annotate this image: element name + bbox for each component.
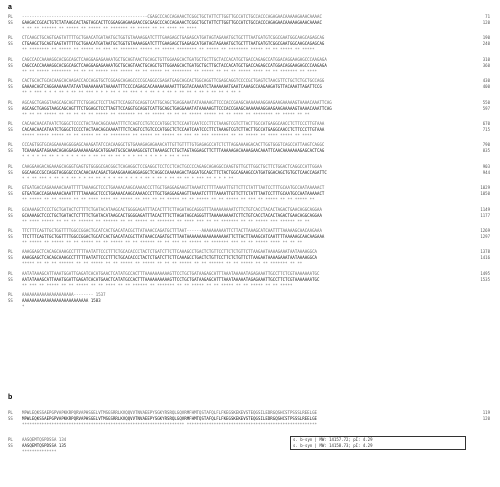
- row-label: PL: [8, 437, 13, 442]
- row-sequence: *: [22, 304, 25, 310]
- row-position-number: 119: [482, 410, 490, 415]
- row-sequence: AGCAGCTGAGGTAAGCAGCAGTTTCTGGAGCTCCTTAGTTCCAGGTGCAGGTCATTGCAGCTGAGGAAATATAAAAAGTTCCCACCGAAGCAAAAAAAGGAAGAAGAAAAAGTAAAACAAATTCAG: [22, 99, 332, 105]
- row-position-number: 1378: [480, 249, 490, 255]
- alignment-row: [8, 261, 492, 267]
- row-sequence: ** *** ** ***** ** ** ***** ** ** **** ** ** ****** ** ******* ** ** ***** ** ** ***** ** ** ***** ** ** *****: [22, 282, 293, 288]
- row-label: PL: [8, 78, 13, 84]
- row-label: PL: [8, 14, 13, 19]
- row-sequence: ** ** ***** ******** ** ** ** ***** *** ***** ** ** ***** ** ******** ** ***** ** ** ** ***** **** ** ** ******* ** ****: [22, 68, 317, 74]
- row-sequence: CACAACAACATAATCTGGGCTCCCCTACTAACAGCAAAATTTCTCAGTCCTGTCCCATGGCTCTCCAATCAATCCCTTCTAAAGTCGTCTTACTTGCCATGAGGCAACCTCTTCCCTTGTAAA: [22, 127, 325, 132]
- row-sequence: CCCAGTGGTGCAGGAAAAGGGGAGCAAAGATATCCACAAGGCTGTGAAAGAGAGAAACATTGTTGTTTTGTGAGAGCCATCTCTTAGGAAAAGACACTTGGTGGGTCAGCCATTAAGTCAGGC: [22, 142, 325, 148]
- row-position-number: 1029: [480, 185, 490, 191]
- row-sequence: MPWLEQKSSAEPGPVAPKKRPQRVAPHSGELVTMSGSRRLKVQQVVTNVAEEPYSGKYRSRQLGQVRMFHMTQSTAFQLFLFKEGSKEKEVSTEQGSILEDRGQSHCSTPSSSLREELGE: [22, 410, 317, 415]
- row-sequence: GTGATGACCAGAAAAACAAATTTTTAAAAGCTCCCTGAAAACAAGCAAAACCCTTGCTGAGGAGAAGTTAAAATCTTTTAAAATTGTTCTTCTATTTAATCCTTTGCAATGCCAATAAAAACT: [22, 185, 325, 191]
- row-label: PL: [8, 142, 13, 148]
- row-label: SS: [8, 105, 13, 111]
- row-position-number: 1535: [480, 276, 490, 282]
- row-label: PL: [8, 249, 13, 255]
- row-sequence: ***** ***** ***** ** ** ***** ** ** ******** ** ***** ** ***** ** *** ** *** ******* ** ** ***** ** **** ***** ** ****: [22, 133, 313, 138]
- row-position-number: 120: [482, 20, 490, 25]
- row-label: SS: [8, 84, 13, 90]
- row-position-number: 1177: [480, 212, 490, 218]
- alignment-row: [8, 197, 492, 203]
- row-sequence: CAGCCACCAAAAGGCACGGCAGCTCAAGGAGAGAAAATGCTGCAGTAACTGCAGCTGTTGGAAGCACTGATGCTGCTTGCTACCACATGCTGACCAGAGCCATGGACAGGAAGAGCCCAAGAGA: [22, 62, 327, 68]
- alignment-row: [8, 422, 492, 428]
- row-label: PL: [8, 228, 13, 233]
- row-position-number: 1050: [480, 191, 490, 197]
- row-sequence: AASQEMTQSPDSSA 134: [22, 437, 67, 442]
- row-sequence: AATATAAAGCATTAAATGGATTGAGATCACATGAACTCATATGCCACTTTAAAAAAAAAAGTTCCTGCTGATAAGAGCATTTAAATAAAAATAGAGAAATTGCCTTCTCGTAAAAAAATGC: [22, 276, 320, 282]
- row-sequence: ** **** ***** ** ** ** ****** ** ****** ** ** ***** ** ******* ** **** *** ** ** ******* ** ** ***** *** ****** ** **: [22, 218, 310, 224]
- row-label: SS: [8, 443, 13, 448]
- row-sequence: AASQEMTQSPDSSA 135: [22, 443, 67, 448]
- row-sequence: CACTGCACTGCACAAGCACAAGACCACCAGGTGCTCGGAGCAGAGCCCCGCAGGCCGAGATGAGCAGCACTGGCAGGTTCGAGCAGGTCCCCGCTGAGTCTAACGTTCTGCTCTGCTGCCAGG: [22, 78, 325, 84]
- row-label: SS: [8, 255, 13, 261]
- row-sequence: TCAAAAGATAGAAACAGAGGAGAAAAAAGAGCATGGAATGCGCAAAAGGCGTCTAAAAGCTCTGCTAGTAGGAGCTTCTTTAAAAAGACAAAAGAACAAATTCAACAAAAAAAGAGCACTCAG: [22, 148, 325, 154]
- alignment-row: [8, 283, 492, 289]
- row-sequence: CTCAAGCTGCAGTGAGTATTTTGCTGAACATGATAATGCTGGTGTAAAAGGATCTTTGAAGAGCTGAGAGCATGATAGTAGAAATGCTGCTTTAATGATGTCGGCGAATGGCAAGCAGAGCAG: [22, 35, 325, 41]
- legend-box: [290, 436, 466, 450]
- panel-b-label: b: [8, 394, 13, 401]
- row-sequence: * * * * ** ** * * * * * ** * ** ** ** ** * * * ** * * * * * ** * ***: [22, 154, 190, 160]
- row-sequence: CTGAAGCTGCAGTGAGTATTTTGCTGAACATGATAATGCTGGTGTAAAAGGATCTTTGAAGAGCTGAGAGCATGATAGTAGAAATGCTGCTTTAATGATGTCGGCGAATGGCAAGCAGAGCAG: [22, 41, 325, 47]
- row-label: PL: [8, 163, 13, 169]
- row-label: SS: [8, 41, 13, 47]
- row-sequence: AAAAAAAAAAAAAAAAAAAAAAAAAAA 1583: [22, 298, 101, 304]
- row-sequence: ** ******** ** ***** ** ***** ** *** ** ******* ***** ** ***** ******** ** ***** ** ******** ***** ** ** ***** ** *****: [22, 47, 315, 53]
- row-sequence: AAAGGAGCTCACAGCAAAGCCTTTTTAATATTCCCTTTCTGCACACCCTACTCTGATCTTCTTCAAAGCCTGACTCTGTTCCTTCTCTGTTCTTAAGAATAAAAGAAATAATAAAAGGCA: [22, 255, 317, 261]
- row-label: SS: [8, 148, 13, 154]
- alignment-row: [8, 47, 492, 53]
- row-position-number: 1297: [480, 234, 490, 239]
- row-label: PL: [8, 270, 13, 276]
- row-label: PL: [8, 99, 13, 105]
- legend-line-2: s. b-syn | MW: 14158.73; pI: 4.29: [293, 443, 373, 448]
- row-position-number: 71: [485, 14, 490, 19]
- row-position-number: 944: [482, 169, 490, 175]
- row-sequence: AGCAGCTGAGGTAAGCAGCAGTTTCTGGAGCTCCTTAGTTCCAGGTGCAGGTCATTGCAGCTGAGGAAATATAAAAAGTTCCCACCGAAGCAAAAAAAGGAAGAAGAAAAAGTAAAACAAATTCAG: [22, 105, 332, 111]
- row-position-number: 1149: [480, 206, 490, 212]
- row-sequence: GGCAAGCCGCCAGGTAGGGGCCCACAACAACAGACTGAAGGAAAGAGGAGGCTCAGGCCAAAAAGACTAGGATGCAGCTTCTACTGGCAGAAGCCATGATGGACAGCTGTGCTCAACCAGATTC: [22, 169, 327, 175]
- row-label: PL: [8, 410, 13, 415]
- row-position-number: 360: [482, 62, 490, 68]
- row-label: PL: [8, 56, 13, 62]
- row-label: PL: [8, 206, 13, 212]
- row-label: SS: [8, 416, 13, 421]
- row-sequence: TTCTTTCAGTTGCTGGTTTTGGCCGGACTGCATCACTGACATACGCTTATAAACCAGATGCTTTAATAAAAAAAAAAAAAAAAATTCTTACTTAAAGCATCAATTTTAAAAAGCAACAAGAAA: [22, 234, 325, 239]
- row-sequence: GAAGACCGCACTGTCTATAAGCACTAGTAGCACTTCGGAGGAGAAGAACCGCGAGCCCACCAGAAACTCGGCTGCTATTCTTGGTTGCCATCTGCCACCCAGAGAACAAAAAGAAACAAAAC: [22, 20, 322, 25]
- row-position-number: 1269: [480, 228, 490, 233]
- row-sequence: AAAGGAGCTCACAGCAAAGCCTTTTTAATATTCCCTTTCTGCACACCCTACTCTGATCTTCTTCAAAGCCTGACTCTGTTCCTTCTCTGTTCTTAAGAATAAAAGAAATAATAAAAGGCA: [22, 249, 317, 255]
- legend-line-1: s. b-syn | MW: 14157.72; pI: 4.29: [293, 437, 373, 442]
- row-position-number: 550: [482, 99, 490, 105]
- row-position-number: 715: [482, 127, 490, 132]
- row-label: SS: [8, 212, 13, 218]
- row-label: SS: [8, 298, 13, 304]
- row-position-number: 1495: [480, 270, 490, 276]
- alignment-row: [8, 90, 492, 96]
- row-sequence: AATATAAAGCATTAAATGGATTGAGATCACATGAACTCATATGCCACTTTAAAAAAAAAAGTTCCTGCTGATAAGAGCATTTAAATAAAAATAGAGAAATTGCCTTCTCGTAAAAAAATGC: [22, 270, 320, 276]
- row-sequence: GCAAAAGCTCCCTGCTGATACTCTTTTCTGATACATAAGCACTGGGGAGATTTACACTTTCTTAGATAGCAGGGTTTAAAAAAAAATCTTCTGTCACCTACACTAGACTGAACAGGCAGGAA: [22, 206, 322, 212]
- row-label: SS: [8, 20, 13, 25]
- alignment-row: [8, 133, 492, 139]
- row-sequence: ****************************************************************** *****************************************************: [22, 422, 317, 427]
- row-label: PL: [8, 35, 13, 41]
- row-position-number: 190: [482, 35, 490, 41]
- panel-a-label: a: [8, 4, 12, 11]
- row-label: SS: [8, 169, 13, 175]
- row-sequence: ** ** ** ***** ** ** ** ** ** ***** ** ******* ** ** ***** ** ** ** ***** ***** ** ** **** ** ******** ** ***** ** **: [22, 111, 310, 117]
- row-label: PL: [8, 292, 13, 298]
- row-label: SS: [8, 276, 13, 282]
- row-sequence: TTCTTTCAGTTGCTGGTTTTGGCCGGACTGCATCACTGACATACGCTTATAAACCAGATGCTTTAAT------AAAAAAAAAATTCTTACTTAAAGCATCAATTTTAAAAAGCAACAAGAAA: [22, 228, 322, 233]
- row-sequence: AAAAAAAAAAAAAAAAAAAAA-------- 1537: [22, 292, 106, 298]
- row-label: SS: [8, 191, 13, 197]
- row-sequence: CACAACAACATAATCTGGGCTCCCCTACTAACAGCAAAATTTCTCAGTCCTGTCCCATGGCTCTCCAATCAATCCCTTCTAAAGTCGTCTTACTTGCCATGAGGCAACCTCTTCCCTTGTAAA: [22, 121, 325, 126]
- row-sequence: GCAAAAGCTCCCTGCTGATACTCTTTTCTGATACATAAGCACTGGGGAGATTTACACTTTCTTAGATAGCAGGGTTTAAAAAAAAATCTTCTGTCACCTACACTAGACTGAACAGGCAGGAA: [22, 212, 322, 218]
- row-position-number: 400: [482, 84, 490, 90]
- row-sequence: GAAAACAGTCAGGAAAAAATATAATAAAAAAAATAAAAATTTCCCCAGAGCACAAAAAAAAATTTGGTACAAAATCTAAAAAAATGAATCAAAGCCAAGAAGATGTTACAAATTAGATTCCG: [22, 84, 322, 90]
- row-sequence: * ** ** ****** ** ***** ** ***** ** ******* ** ***** ** ** **** ** ****: [22, 26, 197, 31]
- row-sequence: ---------------------------------------------------CGAGCCCACCAGAAACTCGGCTGCTATTCTTGGTTGCCATCTGCCACCCAGAGAACAAAAAGAAACAAAAC: [22, 14, 322, 19]
- row-sequence: MPWLEQKSSAEPGPVAPKKRPQRVAPHSGELVTMSGSRRLKVQQVVTNVAEEPYSGKYRSRQLGQVRMFHMTQSTAFQLFLFKEGSKEKEVSTEQGSILEDRGQSHCSTPSSSLREELGE: [22, 416, 317, 421]
- row-sequence: ** ***** ** ***** ** ** ***** ** ** ***** ** ** ****** ** ** *** ** ***** ** ******* *** ** ** ***** **** ** ** **: [22, 240, 303, 245]
- row-sequence: **************: [22, 449, 57, 454]
- row-sequence: ** * *** * * * ** * ** ** *** * * * ** * ** *** * * ** * * ** * ** ** * ** * ** ** * ** *: [22, 90, 241, 96]
- row-sequence: ***** ** ** ** ****** ** ** ***** ** ** ***** ** ***** ** ** ** ***** ** ** ****** ** ** ***** ** ** ******* ** **: [22, 261, 303, 267]
- alignment-row: [8, 26, 492, 32]
- alignment-row: [8, 69, 492, 75]
- row-label: PL: [8, 121, 13, 126]
- row-position-number: 240: [482, 41, 490, 47]
- alignment-row: [8, 304, 492, 310]
- row-sequence: GTGATGACCAGAAAAACAAATTTTTAAAAGCTCCCTGAAAACAAGCAAAACCCTTGCTGAGGAGAAGTTAAAATCTTTTAAAATTGTTCTTCTATTTAATCCTTTGCAATGCCAATAAAAACT: [22, 191, 325, 197]
- row-position-number: 430: [482, 78, 490, 84]
- row-position-number: 120: [482, 416, 490, 421]
- row-sequence: * * ** *** * ** * * ** * * ** ** * * * ** * * * * ** * ** * ** ** ** * *** ** * * * **: [22, 175, 234, 181]
- row-position-number: 790: [482, 142, 490, 148]
- row-sequence: CAAGGAAGACAGAAAGCAGGGTGAGTGTGGGGCGACGGCTCAGAGGCTCCGAGGCTCCTCCTCACTGCCCCAGAGCAGAGGCCAAGTGTTGCTTGGCTGCTTCTGGACTCAGGCCATTGGAA: [22, 163, 322, 169]
- row-position-number: 310: [482, 56, 490, 62]
- alignment-row: [8, 112, 492, 118]
- row-label: SS: [8, 62, 13, 68]
- alignment-row: [8, 219, 492, 225]
- row-position-number: 670: [482, 121, 490, 126]
- row-sequence: ** ***** ** ** ***** ** ** **** **** ** ***** ** *** ** ** ***** ** ** ***** ** ** ***** ** *** ** ***** ** ** ***** **: [22, 197, 315, 203]
- row-position-number: 835: [482, 148, 490, 154]
- row-label: SS: [8, 127, 13, 132]
- row-position-number: 1416: [480, 255, 490, 261]
- row-sequence: CAGCCACCAAAAGGCACGGCAGCTCAAGGAGAGAAAATGCTGCAGTAACTGCAGCTGTTGGAAGCACTGATGCTGCTTGCTACCACATGCTGACCAGAGCCATGGACAGGAAGAGCCCAAGAGA: [22, 56, 327, 62]
- alignment-row: [8, 154, 492, 160]
- row-position-number: 597: [482, 105, 490, 111]
- alignment-row: [8, 176, 492, 182]
- row-position-number: 903: [482, 163, 490, 169]
- row-label: SS: [8, 234, 13, 239]
- alignment-row: [8, 240, 492, 246]
- row-label: PL: [8, 185, 13, 191]
